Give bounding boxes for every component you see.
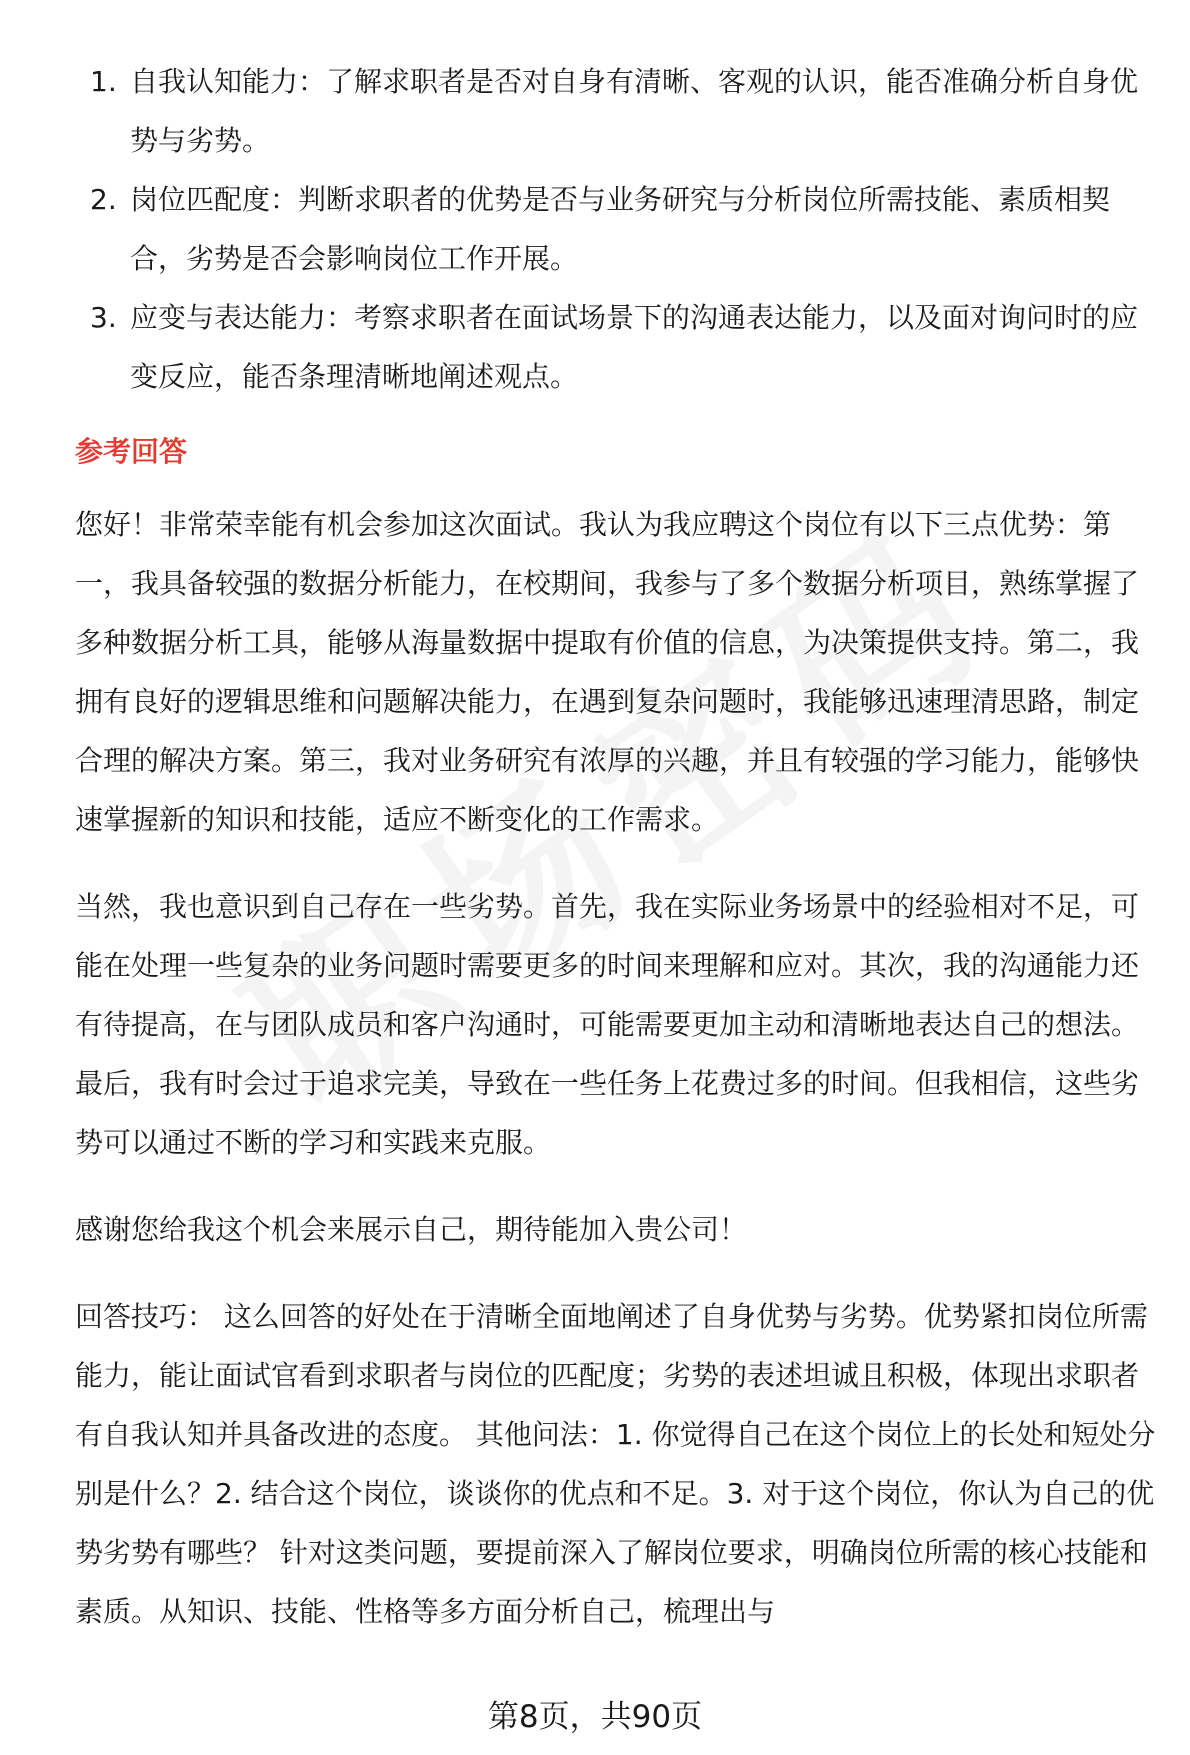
evaluation-criteria-list	[75, 52, 1165, 406]
list-item-text: 岗位匹配度：判断求职者的优势是否与业务研究与分析岗位所需技能、素质相契合，劣势是否会影响岗位工作开展。	[130, 183, 1111, 275]
answer-paragraph-weaknesses: 当然，我也意识到自己存在一些劣势。首先，我在实际业务场景中的经验相对不足，可能在处理一些复杂的业务问题时需要更多的时间来理解和应对。其次，我的沟通能力还有待提高，在与团队成员和客户沟通时，可能需要更加主动和清晰地表达自己的想法。最后，我有时会过于追求完美，导致在一些任务上花费过多的时间。但我相信，这些劣势可以通过不断的学习和实践来克服。	[75, 890, 1140, 1159]
list-item-number: 1.	[90, 65, 117, 98]
list-item-text: 自我认知能力：了解求职者是否对自身有清晰、客观的认识，能否准确分析自身优势与劣势。	[130, 65, 1139, 157]
list-item	[75, 288, 1165, 406]
list-item-text: 应变与表达能力：考察求职者在面试场景下的沟通表达能力，以及面对询问时的应变反应，能否条理清晰地阐述观点。	[130, 301, 1139, 393]
page-content	[75, 52, 1165, 1641]
reference-answer-heading: 参考回答	[75, 435, 188, 468]
list-item	[75, 170, 1165, 288]
list-item	[75, 52, 1165, 170]
list-item-number: 2.	[90, 183, 117, 216]
answer-paragraph-strengths: 您好！非常荣幸能有机会参加这次面试。我认为我应聘这个岗位有以下三点优势：第一，我具备较强的数据分析能力，在校期间，我参与了多个数据分析项目，熟练掌握了多种数据分析工具，能够从海量数据中提取有价值的信息，为决策提供支持。第二，我拥有良好的逻辑思维和问题解决能力，在遇到复杂问题时，我能够迅速理清思路，制定合理的解决方案。第三，我对业务研究有浓厚的兴趣，并且有较强的学习能力，能够快速掌握新的知识和技能，适应不断变化的工作需求。	[75, 508, 1140, 836]
answer-tips-paragraph: 回答技巧： 这么回答的好处在于清晰全面地阐述了自身优势与劣势。优势紧扣岗位所需能力，能让面试官看到求职者与岗位的匹配度；劣势的表述坦诚且积极，体现出求职者有自我认知并具备改进的态度。 其他问法：1. 你觉得自己在这个岗位上的长处和短处分别是什么？2. 结合这个岗位，谈谈你的优点和不足。3. 对于这个岗位，你认为自己的优势劣势有哪些？ 针对这类问题，要提前深入了解岗位要求，明确岗位所需的核心技能和素质。从知识、技能、性格等多方面分析自己，梳理出与	[75, 1300, 1156, 1628]
answer-paragraph-closing: 感谢您给我这个机会来展示自己，期待能加入贵公司！	[75, 1213, 748, 1246]
page-number-footer: 第8页，共90页	[487, 1699, 703, 1735]
list-item-number: 3.	[90, 301, 117, 334]
